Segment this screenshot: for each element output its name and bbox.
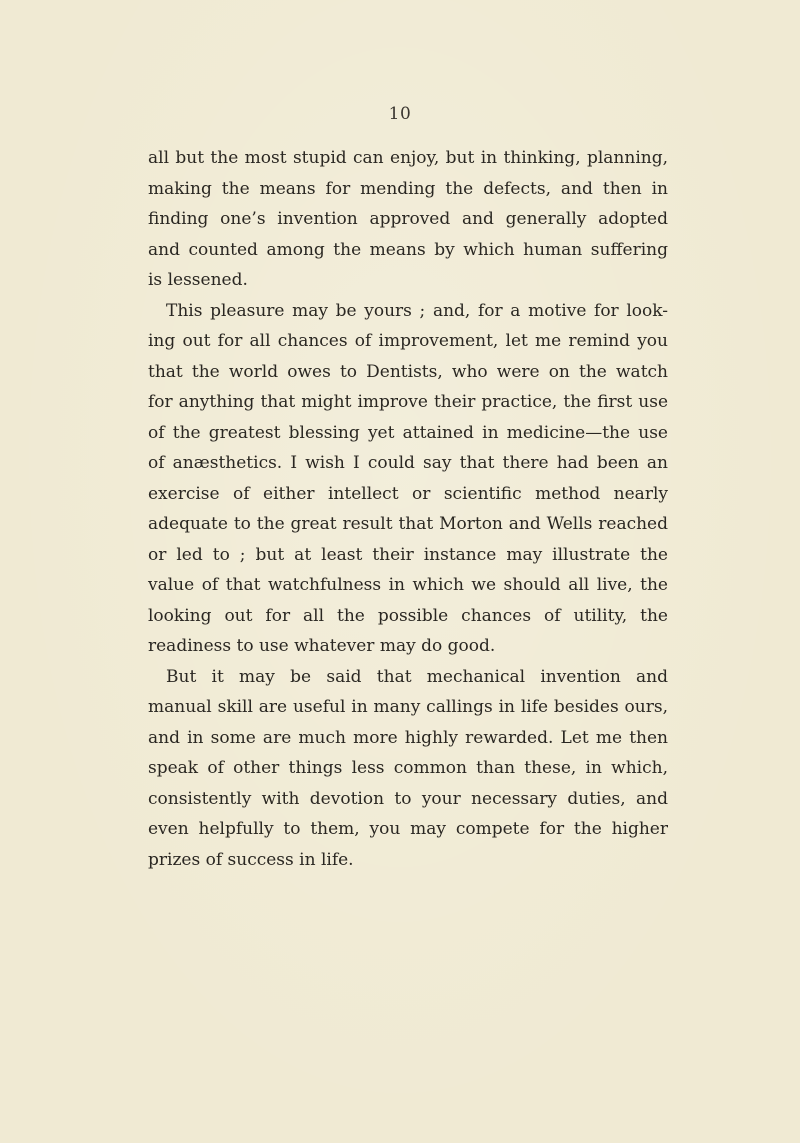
page-number: 10 (388, 104, 412, 124)
text-line: for anything that might improve their practice, the first use (148, 392, 668, 412)
text-line: ing out for all chances of improvement, let me remind you (148, 331, 668, 351)
text-line: even helpfully to them, you may compete for the higher (148, 819, 668, 839)
text-line: all but the most stupid can enjoy, but in thinking, planning, (148, 148, 668, 168)
text-line: making the means for mending the defects, and then in (148, 178, 668, 199)
text-line: of the greatest blessing yet attained in medicine—the use (148, 422, 668, 443)
text-line: readiness to use whatever may do good. (148, 636, 496, 656)
text-line: that the world owes to Dentists, who were on the watch (148, 361, 668, 382)
text-line: exercise of either intellect or scientific method nearly (148, 483, 668, 504)
text-line: speak of other things less common than these, in which, (148, 758, 668, 778)
text-line: adequate to the great result that Morton and Wells reached (148, 514, 668, 534)
text-line: and in some are much more highly rewarded. Let me then (148, 727, 668, 748)
text-line: or led to ; but at least their instance may illustrate the (148, 544, 668, 565)
text-line: looking out for all the possible chances of utility, the (148, 605, 668, 626)
text-line: consistently with devotion to your necessary duties, and (148, 788, 668, 809)
text-line: This pleasure may be yours ; and, for a motive for look- (166, 300, 668, 321)
text-line: finding one’s invention approved and generally adopted (148, 209, 668, 229)
body-text (148, 143, 668, 875)
text-line: is lessened. (148, 270, 248, 290)
text-line: But it may be said that mechanical invention and (166, 666, 668, 687)
text-line: prizes of success in life. (148, 849, 354, 870)
text-line: of anæsthetics. I wish I could say that there had been an (148, 453, 668, 473)
text-line: value of that watchfulness in which we should all live, the (148, 575, 668, 595)
text-line: and counted among the means by which human suffering (148, 239, 668, 260)
text-line: manual skill are useful in many callings in life besides ours, (148, 697, 668, 717)
